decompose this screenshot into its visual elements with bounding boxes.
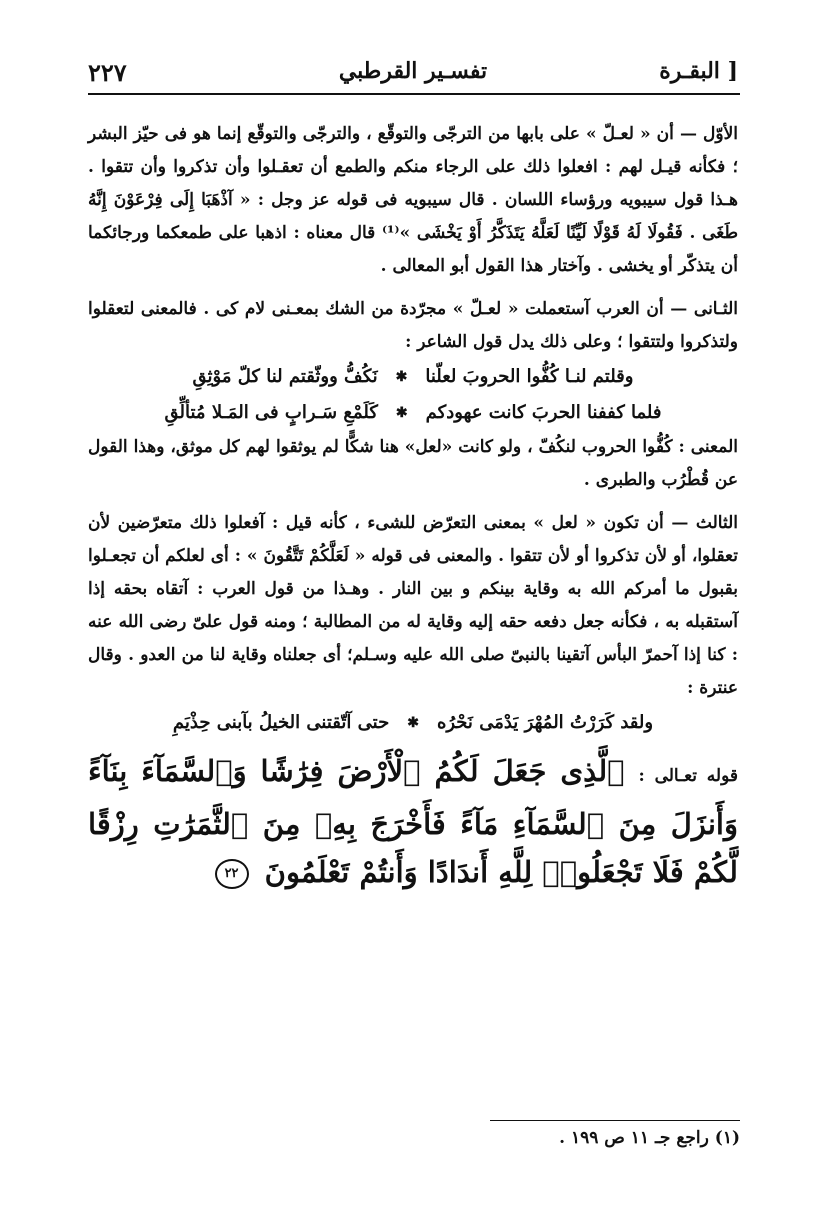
poem-hemistich: وقلتم لنـا كُفُّوا الحروبَ لعلّنا [425,366,634,387]
footnote-rule [490,1120,740,1121]
page-body [88,118,738,896]
poem-hemistich: نَكُفُّ ووثّقتم لنا كلّ مَوْثِقِ [192,366,378,387]
poem-hemistich: ولقد كَرَرْتُ المُهْرَ يَدْمَى نَحْرُه [436,712,654,733]
quran-verse [88,747,738,896]
paragraph-first-opinion: الأوّل — أن « لعـلّ » على بابها من الترجّى والتوقّع ، والترجّى والتوقّع إنما هو فى حيّز البشر ؛ فكأنه قيـل لهم : افعلوا ذلك على الرجاء منكم والطمع أن تعقـلوا وأن تذكروا وأن تتقوا . هـذا قول سيبويه ورؤساء اللسان . قال سيبويه فى قوله عز وجل : « آذْهَبَا إِلَى فِرْعَوْنَ إِنَّهُ طَغَى . فَقُولَا لَهُ قَوْلًا لَيِّنًا لَعَلَّهُ يَتَذَكَّرُ أَوْ يَخْشَى »⁽¹⁾ قال معناه : اذهبا على طمعكما ورجائكما أن يتذكّر أو يخشى . وآختار هذا القول أبو المعالى . [88,124,738,276]
footnote: (١) راجع جـ ١١ ص ١٩٩ . [559,1128,740,1148]
paragraph-third-opinion: الثالث — أن تكون « لعل » بمعنى التعرّض للشىء ، كأنه قيل : آفعلوا ذلك متعرّضين لأن تعقلوا، أو لأن تذكروا أو لأن تتقوا . والمعنى فى قوله « لَعَلَّكُمْ تَتَّقُونَ » : أى لعلكم أن تجعـلوا بقبول ما أمركم الله به وقاية بينكم و بين النار . وهـذا من قول العرب : آتقاه بحقه إذا آستقبله به ، فكأنه جعل دفعه حقه إليه وقاية له من المطالبة ؛ ومنه قول علىّ رضى الله عنه : كنا إذا آحمرّ البأس آتقينا بالنبىّ صلى الله عليه وسـلم؛ أى جعلناه وقاية لنا من العدو . وقال عنترة : [88,513,738,698]
star-separator: ✱ [395,369,408,385]
poem-hemistich: فلما كففنا الحربَ كانت عهودكم [425,402,662,423]
star-separator: ✱ [407,715,419,731]
star-separator: ✱ [395,405,408,421]
surah-name: البقـرة ] [659,58,738,84]
poem-line [88,705,738,741]
quran-intro: قوله تعـالى : [638,766,738,786]
ayah-number-badge: ٢٢ [215,859,249,889]
poem-line [88,359,738,395]
poem-line [88,395,738,431]
book-title: تفسـير القرطبي [338,58,488,84]
paragraph-second-opinion: الثـانى — أن العرب آستعملت « لعـلّ » مجرّدة من الشك بمعـنى لام كى . فالمعنى لتعقلوا ولتذكروا ولتتقوا ؛ وعلى ذلك يدل قول الشاعر : [88,299,738,352]
page-number: ٢٢٧ [88,58,127,87]
header-rule [88,93,740,95]
poem-hemistich: كَلَمْعِ سَـرابٍ فى المَـلا مُتألِّقِ [164,402,378,423]
poem-hemistich: حتى آتّقتنى الخيلُ بآبنى حِذْيَمِ [172,712,390,733]
quran-text: ٱلَّذِى جَعَلَ لَكُمُ ٱلْأَرْضَ فِرَٰشًا وَٱلسَّمَآءَ بِنَآءً وَأَنزَلَ مِنَ ٱلسَّمَآءِ مَآءً فَأَخْرَجَ بِهِۦ مِنَ ٱلثَّمَرَٰتِ رِزْقًا لَّكُمْ فَلَا تَجْعَلُوا۟ لِلَّهِ أَندَادًا وَأَنتُمْ تَعْلَمُونَ [88,754,738,889]
page-header [88,52,738,96]
paragraph-meaning: المعنى : كُفُّوا الحروب لنكُفّ ، ولو كانت «لعل» هنا شكًّا لم يوثقوا لهم كل موثق، وهذا القول عن قُطْرُب والطبرى . [88,437,738,490]
